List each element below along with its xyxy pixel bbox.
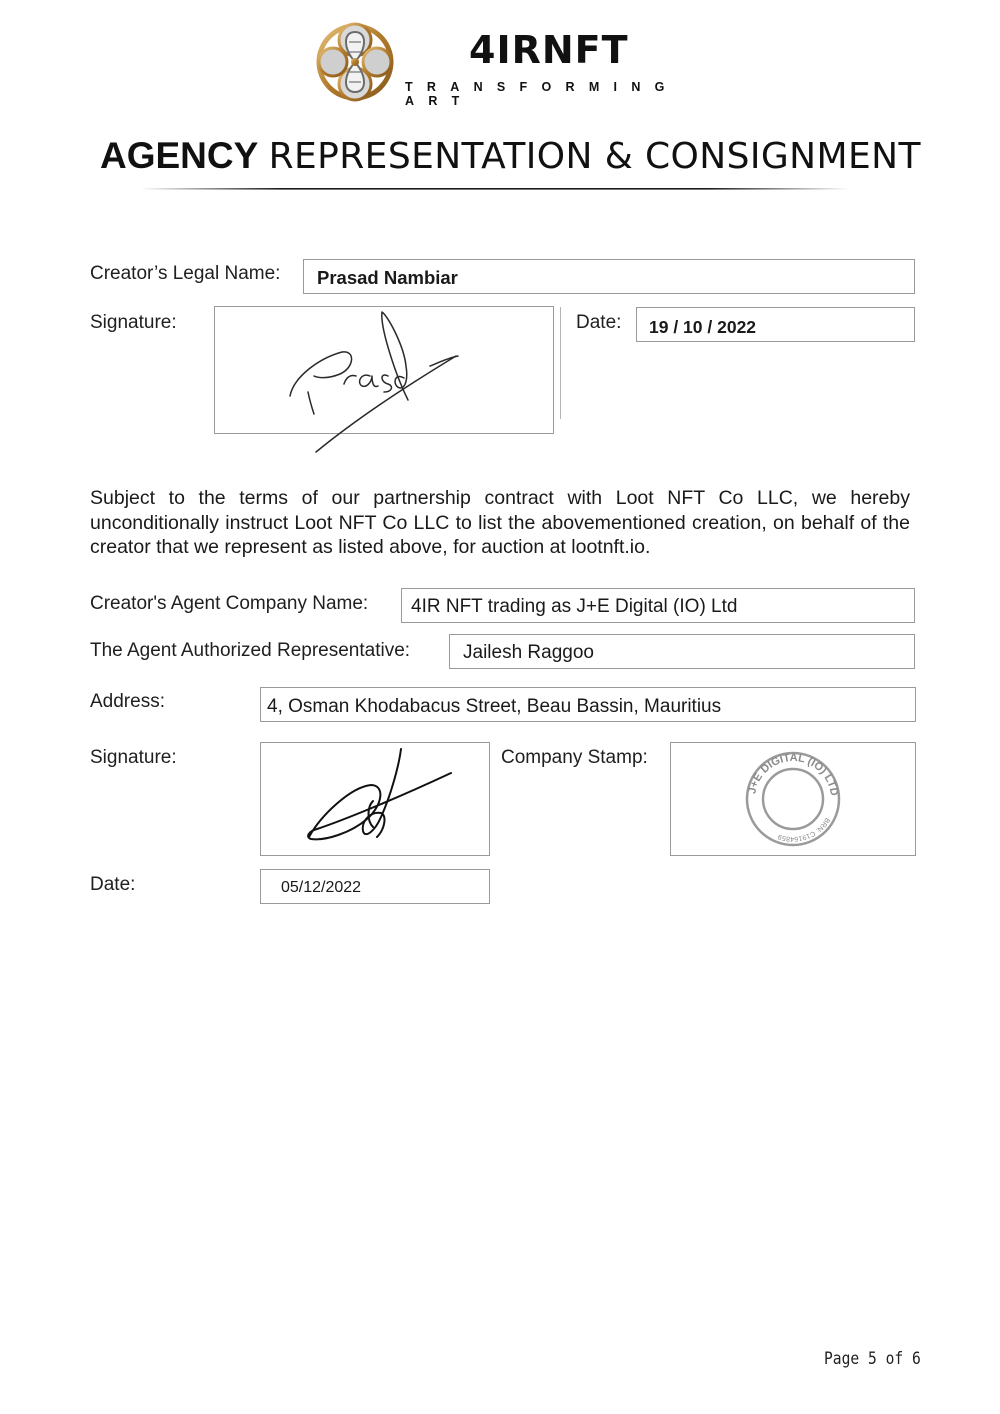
agent-date-label: Date: <box>90 874 136 895</box>
gold-infinity-8-emblem-icon <box>315 22 395 102</box>
creator-date-label: Date: <box>576 312 622 333</box>
header-logo <box>315 22 705 108</box>
creator-date-value: 19 / 10 / 2022 <box>649 317 757 337</box>
stamp-company-text: J+E DIGITAL (IO) LTD <box>746 751 840 797</box>
signature-separator <box>560 307 561 419</box>
stamp-brn-text: BRN: C19164859 <box>777 816 831 843</box>
consignment-paragraph: Subject to the terms of our partnership contract with Loot NFT Co LLC, we hereby unconditionally instruct Loot NFT Co LLC to list the abovementioned creation, on behalf of the creator that we represent as listed above, for auction at lootnft.io. <box>90 487 910 558</box>
agent-date-value: 05/12/2022 <box>281 879 362 896</box>
agent-company-name-value: 4IR NFT trading as J+E Digital (IO) Ltd <box>411 596 738 617</box>
brand-tagline: TRANSFORMING ART <box>405 80 679 108</box>
creator-signature-handwriting <box>280 306 480 458</box>
agent-representative-field[interactable] <box>449 634 915 669</box>
creator-legal-name-label: Creator’s Legal Name: <box>90 263 281 284</box>
company-stamp-seal <box>743 749 843 849</box>
title-rest: REPRESENTATION & CONSIGNMENT <box>268 136 921 177</box>
company-stamp-box[interactable] <box>670 742 916 856</box>
document-title <box>100 135 921 177</box>
creator-date-field[interactable] <box>636 307 915 342</box>
agent-representative-label: The Agent Authorized Representative: <box>90 640 411 661</box>
svg-text:J+E DIGITAL (IO) LTD <box>746 752 840 797</box>
agent-signature-box[interactable] <box>260 742 490 856</box>
agent-address-field[interactable] <box>260 687 916 722</box>
agent-signature-label: Signature: <box>90 747 177 768</box>
agent-company-name-label: Creator's Agent Company Name: <box>90 593 369 614</box>
agent-address-label: Address: <box>90 691 165 712</box>
page-number: Page 5 of 6 <box>824 1349 921 1369</box>
creator-legal-name-value: Prasad Nambiar <box>317 267 458 288</box>
agent-representative-value: Jailesh Raggoo <box>463 642 594 663</box>
company-stamp-label: Company Stamp: <box>501 747 648 768</box>
brand-name: 4IRNFT <box>469 28 629 72</box>
agent-company-name-field[interactable] <box>401 588 915 623</box>
creator-signature-label: Signature: <box>90 312 177 333</box>
agent-signature-handwriting <box>301 745 461 853</box>
title-underline <box>140 186 850 192</box>
agent-address-value: 4, Osman Khodabacus Street, Beau Bassin, Mauritius <box>267 696 722 717</box>
creator-legal-name-field[interactable] <box>303 259 915 294</box>
title-bold: AGENCY <box>100 135 259 176</box>
agent-date-field[interactable] <box>260 869 490 904</box>
